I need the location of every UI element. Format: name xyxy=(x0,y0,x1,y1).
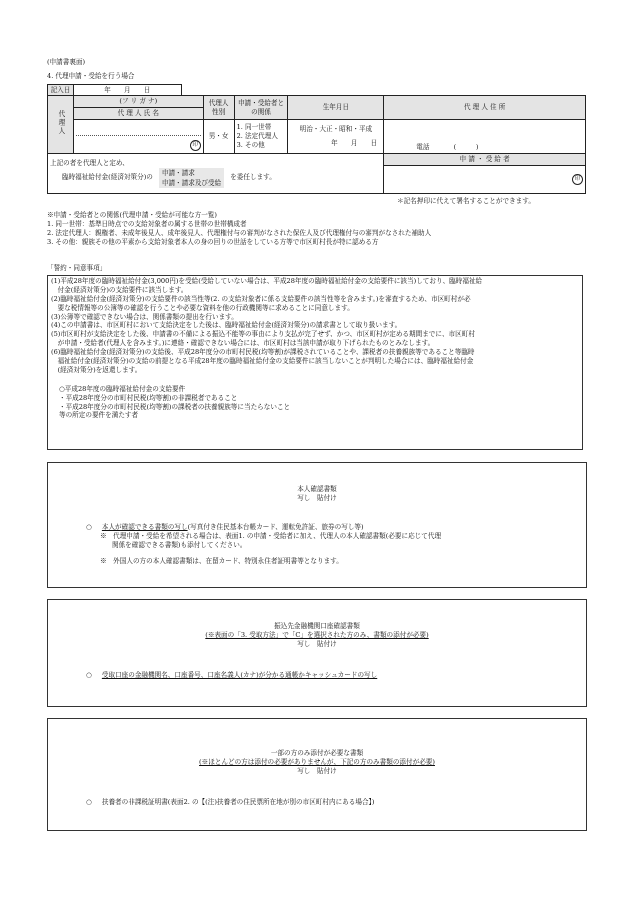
pledge-line: (3)公簿等で確認できない場合は、関係書類の提出を行います。 xyxy=(51,312,238,321)
relation-item: 1. 同一世帯：基準日時点での支給対象者の属する世帯の世帯構成者 xyxy=(47,219,247,228)
pledge-line: が申請・受給者(代理人を含みます。)に連絡・確認できない場合には、市区町村は当該申請が取り下げられたものとみなします。 xyxy=(51,339,435,348)
era-options: 明治・大正・昭和・平成 xyxy=(299,125,373,134)
identity-box-subtitle: 写し 貼付け xyxy=(297,493,337,502)
back-side-label: (申請書裏面) xyxy=(47,58,86,66)
proxy-name-field[interactable] xyxy=(73,120,203,154)
pledge-box xyxy=(47,275,583,450)
pledge-line: (4)この申請書は、市区町村において支給決定をした後は、臨時福祉給付金(経済対策分)の請求書として取り扱います。 xyxy=(51,321,402,330)
bank-document-box[interactable] xyxy=(47,599,587,707)
pledge-title: 「誓約・同意事項」 xyxy=(47,264,107,272)
identity-main-text: 本人が確認できる書類の写し xyxy=(101,522,188,531)
relation-item: 2. 法定代理人：親権者、未成年後見人、成年後見人、代理権付与の審判がなされた保佐人及び代理権付与の審判がなされた補助人 xyxy=(47,228,432,237)
partial-box-title: 一部の方のみ添付が必要な書類 xyxy=(270,749,364,757)
option-apply-claim[interactable]: 申請・請求 xyxy=(159,168,224,178)
pledge-line: 福祉給付金(経済対策分)の支給の前提となる平成28年度の臨時福祉給付金の支給要件に該当しないことが判明した場合には、臨時福祉給付金 xyxy=(51,357,474,366)
pledge-line: (経済対策分)を返還します。 xyxy=(51,365,142,374)
entry-date-label: 記入日 xyxy=(48,85,74,96)
delegation-text-3: を委任します。 xyxy=(230,173,276,182)
partial-main-line xyxy=(48,798,586,807)
address-field[interactable] xyxy=(384,120,586,154)
requirement-item: ・平成28年度分の市町村民税(均等割)の課税者の扶養親族等に当たらないこと xyxy=(59,402,291,411)
identity-note-1b: 関係を確認できる書類)も添付してください。 xyxy=(112,540,247,549)
phone-label: 電話 xyxy=(416,143,430,152)
identity-document-box[interactable] xyxy=(47,462,587,588)
relation-item: 3. その他：親族その他の平素から支給対象者本人の身の回りの世話をしている方等で市区町村長が特に認める方 xyxy=(47,237,379,246)
bank-box-subtitle: 写し 貼付け xyxy=(297,639,337,648)
birth-date-field[interactable] xyxy=(288,120,384,154)
name-header: 代 理 人 氏 名 xyxy=(73,108,203,120)
identity-note-2: ※ 外国人の方の本人確認書類は、在留カード、特別永住者証明書等となります。 xyxy=(100,557,343,566)
circle-bullet-icon: ○ xyxy=(86,522,92,531)
pledge-line: (6)臨時福祉給付金(経済対策分)の支給後、平成28年度分の市町村民税(均等割)が課税されていることや、課税者の扶養親族等であること等臨時 xyxy=(51,348,475,357)
identity-note-1a: ※ 代理申請・受給を希望される場合は、表面1. の申請・受給者に加え、代理人の本人確認書類(必要に応じて代理 xyxy=(100,531,442,540)
partial-box-note: (※ほとんどの方は添付の必要がありませんが、下記の方のみ書類の添付が必要) xyxy=(199,757,435,766)
birth-ymd: 年 月 日 xyxy=(331,139,378,147)
delegation-table xyxy=(47,153,586,194)
pledge-line: 要な税情報等の公簿等の確認を行うことや必要な資料を他の行政機関等に求めることに同意します。 xyxy=(51,303,354,312)
proxy-vertical-label: 代理人 xyxy=(48,96,74,154)
identity-box-title: 本人確認書類 xyxy=(297,485,337,493)
phone-parens: ( ) xyxy=(453,143,479,152)
section-title: 4. 代理申請・受給を行う場合 xyxy=(47,72,135,80)
proxy-table xyxy=(47,84,586,154)
circle-bullet-icon: ○ xyxy=(86,670,92,679)
entry-date-value[interactable]: 年 月 日 xyxy=(73,85,181,96)
identity-main-examples: (写真付き住民基本台帳カード、運転免許証、旅券の写し等) xyxy=(187,522,364,531)
birth-header: 生年月日 xyxy=(288,96,384,120)
relation-options[interactable] xyxy=(234,120,288,154)
bank-box-note: (※表面の「3. 受取方法」で「C」を選択された方のみ、書類の添付が必要) xyxy=(205,630,429,639)
pledge-line: (5)市区町村が支給決定をした後、申請書の不備による振込不能等の事由により支払が完了せず、かつ、市区町村が定める期間までに、市区町村 xyxy=(51,330,475,339)
applicant-stamp-icon: 印 xyxy=(572,174,583,185)
requirement-item: ・平成28年度分の市町村民税(均等割)の非課税者であること xyxy=(59,393,238,402)
delegation-text-cell xyxy=(48,154,384,194)
partial-document-box[interactable] xyxy=(47,718,587,831)
requirement-title: ○平成28年度の臨時福祉給付金の支給要件 xyxy=(59,384,186,393)
partial-main-text: 扶養者の非課税証明書(表面2. の【(注)扶養者の住民票所在地が別の市区町村内にある場合】) xyxy=(101,797,375,806)
pledge-line: (2)臨時福祉給付金(経済対策分)の支給要件の該当性等(2. の支給対象者に係る支給要件の該当性等を含みます。)を審査するため、市区町村が必 xyxy=(51,294,471,303)
pledge-line: (1)平成28年度の臨時福祉給付金(3,000円)を受給(受給していない場合は、平成28年度の臨時福祉給付金の支給要件に該当)しており、臨時福祉給 xyxy=(51,277,483,285)
delegation-text-2: 臨時福祉給付金(経済対策分)の xyxy=(62,173,153,182)
identity-main-line xyxy=(48,523,586,532)
gender-header: 代理人性別 xyxy=(203,96,234,120)
address-header: 代 理 人 住 所 xyxy=(384,96,586,120)
partial-box-subtitle: 写し 貼付け xyxy=(297,766,337,775)
bank-main-text: 受取口座の金融機関名、口座番号、口座名義人(カナ)が分かる通帳かキャッシュカードの写し xyxy=(101,670,378,679)
requirement-footer: 等の所定の要件を満たす者 xyxy=(59,411,139,420)
relation-list-title: ※申請・受給者との関係(代理申請・受給が可能な方一覧) xyxy=(47,211,217,219)
delegation-text-1: 上記の者を代理人と定め、 xyxy=(50,158,129,167)
relation-option-3[interactable]: 3. その他 xyxy=(236,140,265,149)
signature-note: ＊記名押印に代えて署名することができます。 xyxy=(397,197,535,205)
relation-header: 申請・受給者との関係 xyxy=(234,96,288,120)
relation-option-1[interactable]: 1. 同一世帯 xyxy=(236,123,272,132)
proxy-stamp-icon: 印 xyxy=(190,140,201,151)
gender-value[interactable]: 男・女 xyxy=(203,120,234,154)
applicant-header: 申 請 ・ 受 給 者 xyxy=(384,154,586,166)
relation-option-2[interactable]: 2. 法定代理人 xyxy=(236,132,278,141)
bank-main-line xyxy=(48,671,586,680)
option-apply-claim-receive[interactable]: 申請・請求及び受給 xyxy=(159,178,224,188)
furigana-header: (フ リ ガ ナ) xyxy=(73,96,203,108)
applicant-signature-field[interactable] xyxy=(384,166,586,194)
relation-list xyxy=(47,211,431,247)
bank-box-title: 振込先金融機関口座確認書類 xyxy=(274,622,360,630)
pledge-line: 付金(経済対策分)の支給要件に該当します。 xyxy=(51,285,188,294)
circle-bullet-icon: ○ xyxy=(86,797,92,806)
